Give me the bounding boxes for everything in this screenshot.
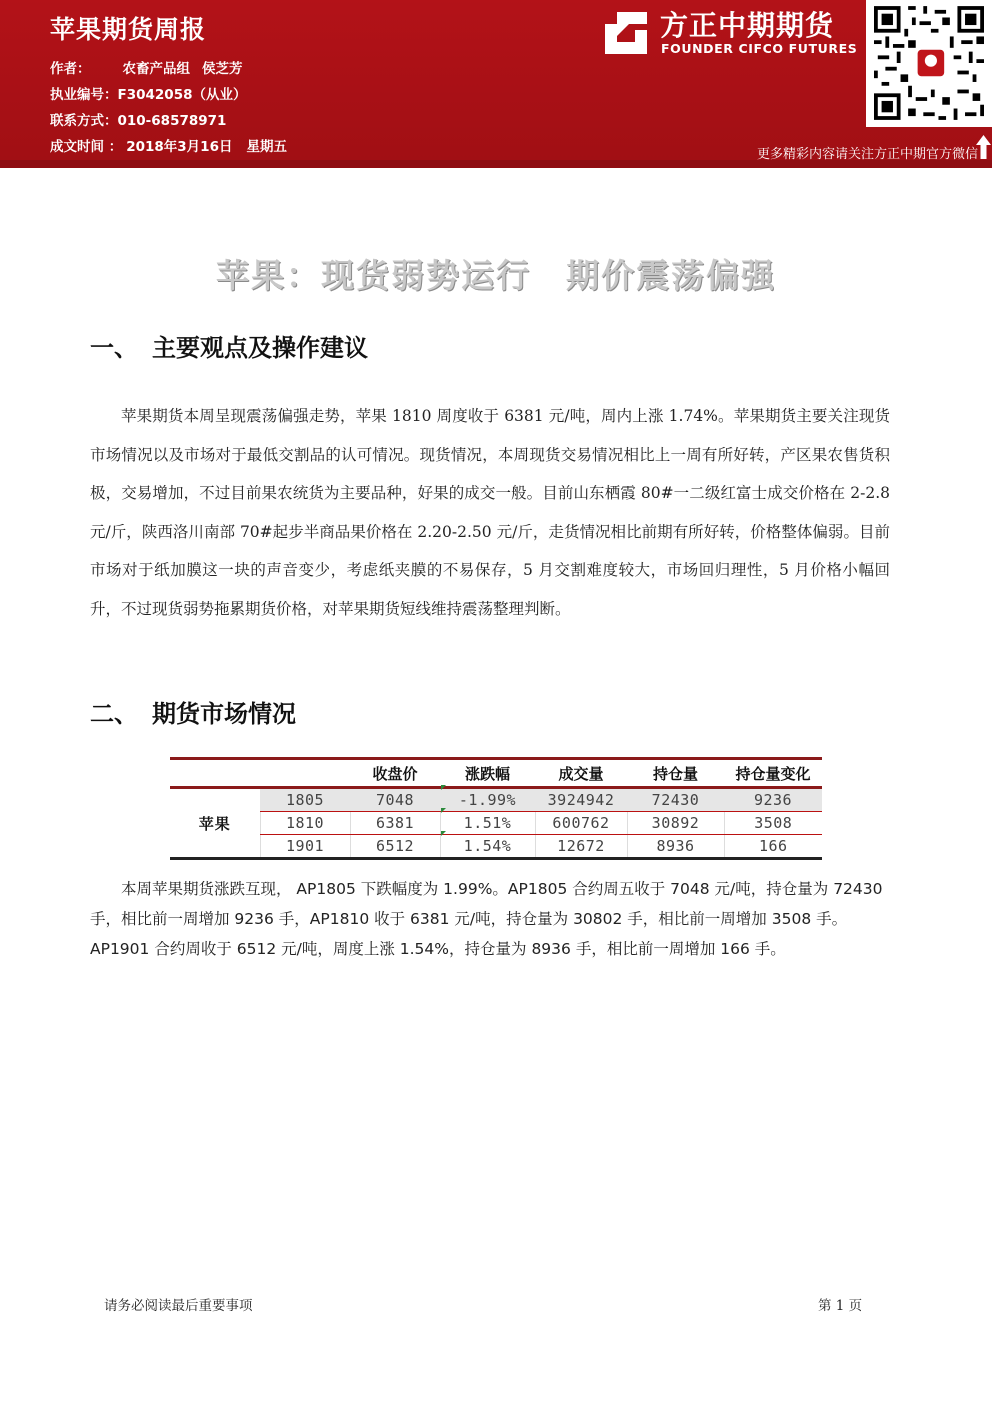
table-header-cell: 涨跌幅: [440, 759, 535, 788]
follow-wechat-text: 更多精彩内容请关注方正中期官方微信: [756, 147, 978, 162]
table-header-cell: 成交量: [535, 759, 627, 788]
qr-code: [866, 0, 992, 127]
table-header-cell: [170, 759, 260, 788]
contact-value: 010-68578971: [117, 113, 227, 129]
volume-cell: 3924942: [535, 788, 627, 812]
volume-cell: 12672: [535, 835, 627, 859]
close-cell: 7048: [350, 788, 440, 812]
open-interest-change-cell: 166: [724, 835, 822, 859]
table-header-cell: 持仓量变化: [724, 759, 822, 788]
license-label: 执业编号：: [50, 87, 118, 103]
open-interest-cell: 8936: [627, 835, 724, 859]
open-interest-change-cell: 9236: [724, 788, 822, 812]
contract-cell: 1901: [260, 835, 350, 859]
table-header-row: [170, 759, 822, 788]
footer-notice: 请务必阅读最后重要事项: [104, 1298, 253, 1314]
author-label: 作者：: [50, 61, 91, 77]
table-row: [170, 835, 822, 859]
weekday: 星期五: [246, 139, 287, 155]
futures-market-table: [170, 757, 822, 860]
author-name: 侯芝芳: [202, 61, 243, 77]
cell-marker-icon: [441, 831, 446, 836]
contact-label: 联系方式：: [50, 113, 118, 129]
change-cell: -1.99%: [440, 788, 535, 812]
author-group: 农畜产品组: [122, 61, 190, 77]
license-value: F3042058（从业）: [117, 87, 247, 103]
volume-cell: 600762: [535, 812, 627, 835]
document-title: 苹果：现货弱势运行 期价震荡偏强: [216, 256, 776, 295]
date-line: [50, 135, 287, 155]
change-cell: 1.51%: [440, 812, 535, 835]
qr-code-icon: [874, 6, 984, 120]
market-paragraph: 本周苹果期货涨跌互现， AP1805 下跌幅度为 1.99%。AP1805 合约周五收于 7048 元/吨，持仓量为 72430 手，相比前一周增加 9236 手，AP1810 收于 6381 元/吨，持仓量为 30802 手，相比前一周增加 3508 手。AP1901 合约周收于 6512 元/吨，周度上涨 1.54%，持仓量为 8936 手，相比前一周增加 166 手。: [90, 880, 883, 958]
report-title: 苹果期货周报: [50, 15, 207, 44]
brand-name-cn: 方正中期期货: [660, 9, 835, 42]
section-title: 主要观点及操作建议: [152, 334, 368, 362]
table-header-cell: 持仓量: [627, 759, 724, 788]
date-label: 成文时间 ：: [50, 139, 123, 155]
section-title: 期货市场情况: [152, 700, 296, 728]
close-cell: 6512: [350, 835, 440, 859]
table-header-cell: 收盘价: [350, 759, 440, 788]
author-line: [50, 57, 243, 77]
table-row: [170, 788, 822, 812]
contract-cell: 1805: [260, 788, 350, 812]
cell-marker-icon: [441, 785, 446, 790]
open-interest-change-cell: 3508: [724, 812, 822, 835]
open-interest-cell: 30892: [627, 812, 724, 835]
license-line: [50, 83, 246, 103]
section-heading-2: [90, 694, 296, 729]
table-header-cell: [260, 759, 350, 788]
date-value: 2018年3月16日: [126, 139, 233, 155]
table-row: [170, 812, 822, 835]
commodity-label: 苹果: [170, 788, 260, 859]
section-heading-1: [90, 328, 368, 363]
arrow-up-icon: [975, 134, 992, 160]
close-cell: 6381: [350, 812, 440, 835]
summary-paragraph: 苹果期货本周呈现震荡偏强走势，苹果 1810 周度收于 6381 元/吨，周内上涨 1.74%。苹果期货主要关注现货市场情况以及市场对于最低交割品的认可情况。现货情况，本周现货交易情况相比上一周有所好转，产区果农售货积极，交易增加，不过目前果农统货为主要品种，好果的成交一般。目前山东栖霞 80#一二级红富士成交价格在 2-2.8 元/斤，陕西洛川南部 70#起步半商品果价格在 2.20-2.50 元/斤，走货情况相比前期有所好转，价格整体偏弱。目前市场对于纸加膜这一块的声音变少，考虑纸夹膜的不易保存，5 月交割难度较大，市场回归理性，5 月价格小幅回升，不过现货弱势拖累期货价格，对苹果期货短线维持震荡整理判断。: [90, 407, 890, 618]
change-cell: 1.54%: [440, 835, 535, 859]
open-interest-cell: 72430: [627, 788, 724, 812]
contract-cell: 1810: [260, 812, 350, 835]
contact-line: [50, 109, 226, 129]
section-number: 二、: [90, 700, 138, 728]
brand-name-en: FOUNDER CIFCO FUTURES: [661, 41, 858, 56]
cell-marker-icon: [441, 808, 446, 813]
page-number: 第 1 页: [818, 1298, 863, 1314]
section-number: 一、: [90, 334, 138, 362]
founder-logo-icon: [603, 10, 649, 56]
